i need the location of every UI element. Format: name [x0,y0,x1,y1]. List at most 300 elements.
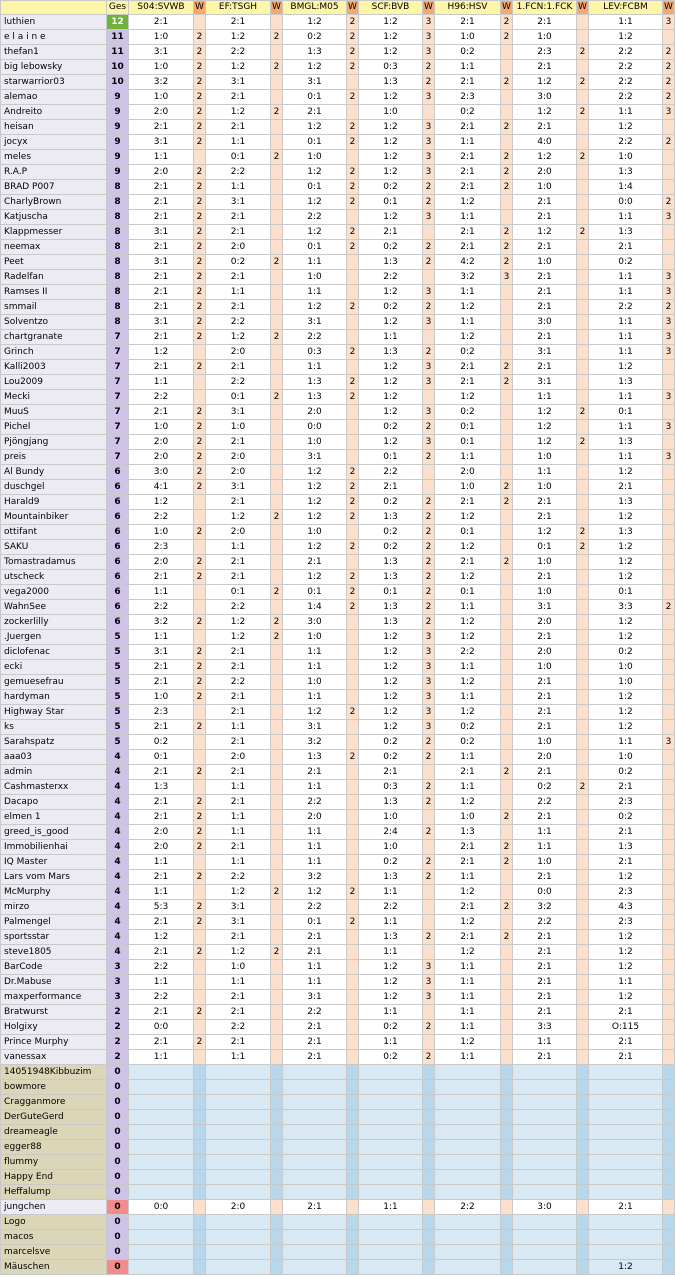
tip-cell: 1:1 [206,825,271,840]
table-row [1,795,675,810]
points-cell: 3 [423,360,435,375]
table-row [1,1230,675,1245]
table-row [1,60,675,75]
points-cell [663,720,675,735]
points-cell: 2 [194,555,206,570]
tip-cell: 0:2 [359,540,423,555]
points-cell [663,1110,675,1125]
player-name[interactable]: Dacapo [1,795,107,810]
points-cell [501,735,513,750]
player-name[interactable]: Prince Murphy [1,1035,107,1050]
header-w-3: W [347,1,359,15]
tip-cell: 1:2 [359,435,423,450]
tip-cell: 2:1 [283,765,347,780]
player-name[interactable]: hardyman [1,690,107,705]
tip-cell [129,1080,194,1095]
tip-cell [359,1155,423,1170]
player-name[interactable]: big lebowsky [1,60,107,75]
player-name[interactable]: Mäuschen [1,1260,107,1275]
total-points: 6 [107,555,129,570]
points-cell: 2 [663,75,675,90]
points-cell [501,945,513,960]
tip-cell: 2:1 [129,360,194,375]
player-name[interactable]: macos [1,1230,107,1245]
player-name[interactable]: IQ Master [1,855,107,870]
points-cell [271,765,283,780]
table-row [1,150,675,165]
player-name[interactable]: marcelsve [1,1245,107,1260]
points-cell: 3 [423,150,435,165]
tip-cell: 2:1 [513,675,577,690]
total-points: 5 [107,675,129,690]
points-cell: 3 [663,315,675,330]
points-cell: 2 [347,375,359,390]
points-cell [577,210,589,225]
table-row [1,300,675,315]
player-name[interactable]: Solventzo [1,315,107,330]
player-name[interactable]: DerGuteGerd [1,1110,107,1125]
tip-cell: 2:1 [513,975,577,990]
points-cell: 2 [194,210,206,225]
player-name[interactable]: Highway Star [1,705,107,720]
player-name[interactable]: SAKU [1,540,107,555]
tip-cell: 1:3 [359,255,423,270]
total-points: 5 [107,660,129,675]
points-cell [347,405,359,420]
points-cell [501,1095,513,1110]
points-cell [271,825,283,840]
player-name[interactable]: utscheck [1,570,107,585]
points-cell [663,1005,675,1020]
tip-cell [589,1185,663,1200]
tip-cell: 1:3 [359,555,423,570]
tip-cell: 0:1 [435,585,501,600]
player-name[interactable]: admin [1,765,107,780]
points-cell: 2 [271,615,283,630]
points-cell [194,540,206,555]
points-cell [663,1260,675,1275]
points-cell [347,615,359,630]
tip-cell [283,1155,347,1170]
points-cell: 2 [423,1050,435,1065]
points-cell [271,990,283,1005]
tip-cell: 1:1 [435,660,501,675]
player-name[interactable]: Happy End [1,1170,107,1185]
points-cell [194,750,206,765]
points-cell: 2 [194,840,206,855]
tip-cell: 1:1 [589,210,663,225]
tip-cell [206,1140,271,1155]
points-cell [577,360,589,375]
player-name[interactable]: ecki [1,660,107,675]
table-row [1,90,675,105]
tip-cell: 2:2 [129,990,194,1005]
points-cell: 2 [423,180,435,195]
player-name[interactable]: Lars vom Mars [1,870,107,885]
tip-cell [283,1230,347,1245]
player-name[interactable]: greed_is_good [1,825,107,840]
points-cell [271,405,283,420]
points-cell [501,915,513,930]
tip-cell: 1:0 [359,840,423,855]
tip-cell: 2:2 [283,900,347,915]
tip-cell: 1:2 [206,60,271,75]
tip-cell: 2:1 [283,1035,347,1050]
total-points: 3 [107,990,129,1005]
player-name[interactable]: maxperformance [1,990,107,1005]
player-name[interactable]: McMurphy [1,885,107,900]
player-name[interactable]: gemuesefrau [1,675,107,690]
points-cell: 3 [423,210,435,225]
points-cell [577,1035,589,1050]
tip-cell: 2:1 [129,765,194,780]
points-cell [271,135,283,150]
player-name[interactable]: bowmore [1,1080,107,1095]
tip-cell: 2:1 [589,1200,663,1215]
player-name[interactable]: ks [1,720,107,735]
tip-cell: 3:1 [513,345,577,360]
points-cell [663,465,675,480]
table-row [1,225,675,240]
points-cell: 2 [501,150,513,165]
player-name[interactable]: BRAD P007 [1,180,107,195]
player-name[interactable]: BarCode [1,960,107,975]
tip-cell [283,1215,347,1230]
tip-cell: 2:0 [206,1200,271,1215]
points-cell [663,570,675,585]
total-points: 8 [107,180,129,195]
player-name[interactable]: CharlyBrown [1,195,107,210]
tip-cell [513,1170,577,1185]
tip-cell: 1:2 [589,30,663,45]
points-cell [577,1050,589,1065]
tip-cell: 0:3 [359,780,423,795]
points-cell [423,1095,435,1110]
points-cell [271,840,283,855]
tip-cell: 2:1 [513,270,577,285]
tip-cell: 1:2 [359,630,423,645]
points-cell [663,360,675,375]
total-points: 9 [107,90,129,105]
player-name[interactable]: .Juergen [1,630,107,645]
tip-cell: 1:0 [513,180,577,195]
tip-cell: 2:1 [206,435,271,450]
points-cell: 3 [423,285,435,300]
points-cell [194,1185,206,1200]
points-cell [194,495,206,510]
points-cell [271,570,283,585]
player-name[interactable]: meles [1,150,107,165]
player-name[interactable]: neemax [1,240,107,255]
player-name[interactable]: Radelfan [1,270,107,285]
tip-cell [129,1140,194,1155]
tip-cell: 1:1 [589,270,663,285]
player-name[interactable]: Mecki [1,390,107,405]
total-points: 0 [107,1155,129,1170]
player-name[interactable]: Pichel [1,420,107,435]
player-name[interactable]: vega2000 [1,585,107,600]
tip-cell: 1:2 [206,945,271,960]
tip-cell: 1:1 [359,1200,423,1215]
points-cell [347,1095,359,1110]
points-cell [347,960,359,975]
tip-cell: 0:1 [129,750,194,765]
tip-cell: 4:3 [589,900,663,915]
tip-cell [129,1260,194,1275]
player-name[interactable]: flummy [1,1155,107,1170]
points-cell [271,870,283,885]
points-cell [347,1005,359,1020]
player-name[interactable]: Katjuscha [1,210,107,225]
table-row [1,1170,675,1185]
player-name[interactable]: Kalli2003 [1,360,107,375]
points-cell [663,645,675,660]
player-name[interactable]: aaa03 [1,750,107,765]
points-cell: 2 [347,510,359,525]
points-cell: 2 [194,675,206,690]
tip-cell: 1:2 [435,510,501,525]
table-row [1,315,675,330]
points-cell [501,45,513,60]
tip-cell: 3:1 [513,600,577,615]
points-cell [577,1110,589,1125]
points-cell [663,1245,675,1260]
total-points: 0 [107,1125,129,1140]
points-cell [194,15,206,30]
player-name[interactable]: starwarrior03 [1,75,107,90]
tip-cell [206,1185,271,1200]
tip-cell: 2:3 [589,795,663,810]
tip-cell [435,1065,501,1080]
table-row [1,915,675,930]
tip-cell: 1:3 [359,345,423,360]
tip-cell: 2:1 [513,1050,577,1065]
player-name[interactable]: luthien [1,15,107,30]
tip-cell: 2:1 [206,930,271,945]
player-name[interactable]: zockerlilly [1,615,107,630]
points-cell: 3 [663,15,675,30]
tip-cell: O:115 [589,1020,663,1035]
tip-cell: 0:2 [359,735,423,750]
points-cell: 2 [347,135,359,150]
points-cell [501,675,513,690]
tip-cell [589,1080,663,1095]
points-cell [347,840,359,855]
total-points: 4 [107,855,129,870]
player-name[interactable]: steve1805 [1,945,107,960]
tip-cell: 2:2 [206,375,271,390]
tip-cell: 0:2 [359,300,423,315]
player-name[interactable]: Andreito [1,105,107,120]
tip-cell: 2:1 [589,825,663,840]
table-row [1,855,675,870]
player-name[interactable]: Sarahspatz [1,735,107,750]
player-name[interactable]: Bratwurst [1,1005,107,1020]
points-cell [577,15,589,30]
player-name[interactable]: R.A.P [1,165,107,180]
player-name[interactable]: jocyx [1,135,107,150]
points-cell [501,285,513,300]
tip-cell [206,1095,271,1110]
tip-cell: 0:2 [359,525,423,540]
tip-cell: 2:0 [435,465,501,480]
points-cell [577,375,589,390]
player-name[interactable]: Cragganmore [1,1095,107,1110]
player-name[interactable]: e l a i n e [1,30,107,45]
tip-cell: 1:2 [283,15,347,30]
tip-cell: 3:1 [129,645,194,660]
tip-cell: 1:0 [283,675,347,690]
tip-cell: 2:1 [283,945,347,960]
table-row [1,510,675,525]
player-name[interactable]: Klappmesser [1,225,107,240]
player-name[interactable]: Cashmasterxx [1,780,107,795]
tip-cell: 1:1 [435,315,501,330]
player-name[interactable]: 14051948Kibbuzim [1,1065,107,1080]
player-name[interactable]: mirzo [1,900,107,915]
points-cell: 3 [663,105,675,120]
player-name[interactable]: MuuS [1,405,107,420]
points-cell [501,315,513,330]
player-name[interactable]: heisan [1,120,107,135]
points-cell [347,525,359,540]
player-name[interactable]: Tomastradamus [1,555,107,570]
points-cell [663,435,675,450]
total-points: 8 [107,210,129,225]
player-name[interactable]: Dr.Mabuse [1,975,107,990]
points-cell: 2 [194,900,206,915]
player-name[interactable]: thefan1 [1,45,107,60]
points-cell [271,360,283,375]
tip-cell: 0:1 [589,585,663,600]
points-cell: 2 [577,225,589,240]
points-cell: 2 [194,420,206,435]
tip-cell: 1:2 [435,615,501,630]
player-name[interactable]: Pjöngjang [1,435,107,450]
points-cell: 2 [423,240,435,255]
tip-cell: 1:2 [589,990,663,1005]
total-points: 6 [107,525,129,540]
tip-cell: 2:1 [513,720,577,735]
tip-cell: 2:2 [206,45,271,60]
tip-cell: 1:2 [283,480,347,495]
player-name[interactable]: Immobilienhai [1,840,107,855]
points-cell [501,1155,513,1170]
points-cell [271,525,283,540]
points-cell [663,930,675,945]
tip-cell [513,1125,577,1140]
tip-cell [359,1095,423,1110]
tip-cell: 1:1 [435,210,501,225]
points-cell [577,645,589,660]
tip-cell: 1:1 [359,915,423,930]
player-name[interactable]: Lou2009 [1,375,107,390]
tip-cell: 2:1 [206,765,271,780]
player-name[interactable]: Peet [1,255,107,270]
player-name[interactable]: dreameagle [1,1125,107,1140]
tip-cell: 0:2 [283,30,347,45]
player-name[interactable]: egger88 [1,1140,107,1155]
table-row [1,975,675,990]
player-name[interactable]: Harald9 [1,495,107,510]
player-name[interactable]: Al Bundy [1,465,107,480]
tip-cell: 1:1 [206,720,271,735]
player-name[interactable]: WahnSee [1,600,107,615]
player-name[interactable]: ottifant [1,525,107,540]
points-cell [271,90,283,105]
player-name[interactable]: chartgranate [1,330,107,345]
points-cell [577,180,589,195]
total-points: 8 [107,300,129,315]
points-cell [577,720,589,735]
player-name[interactable]: Grinch [1,345,107,360]
player-name[interactable]: smmail [1,300,107,315]
player-name[interactable]: jungchen [1,1200,107,1215]
points-cell [271,375,283,390]
player-name[interactable]: sportsstar [1,930,107,945]
points-cell: 2 [271,330,283,345]
points-cell [271,915,283,930]
tip-cell: 1:1 [359,1035,423,1050]
total-points: 2 [107,1005,129,1020]
points-cell [194,600,206,615]
points-cell [347,255,359,270]
points-cell [347,1125,359,1140]
tip-cell [283,1080,347,1095]
player-name[interactable]: elmen 1 [1,810,107,825]
table-row [1,735,675,750]
points-cell [194,1125,206,1140]
tip-cell: 2:1 [129,570,194,585]
player-name[interactable]: Palmengel [1,915,107,930]
player-name[interactable]: diclofenac [1,645,107,660]
points-cell [194,1230,206,1245]
tip-cell: 1:2 [206,885,271,900]
points-cell: 2 [501,360,513,375]
header-row [1,1,675,15]
tip-cell: 1:2 [359,645,423,660]
player-name[interactable]: Heffalump [1,1185,107,1200]
table-row [1,450,675,465]
player-name[interactable]: Holgixy [1,1020,107,1035]
points-cell: 2 [663,195,675,210]
table-row [1,420,675,435]
player-name[interactable]: alemao [1,90,107,105]
total-points: 4 [107,765,129,780]
points-cell: 2 [423,825,435,840]
tip-cell: 1:2 [206,30,271,45]
points-cell [423,105,435,120]
player-name[interactable]: preis [1,450,107,465]
player-name[interactable]: vanessax [1,1050,107,1065]
player-name[interactable]: Logo [1,1215,107,1230]
table-row [1,885,675,900]
tip-cell: 1:2 [283,705,347,720]
tip-cell: 2:2 [589,60,663,75]
tip-cell: 2:1 [206,660,271,675]
points-cell [501,1110,513,1125]
tip-cell: 1:2 [589,720,663,735]
player-name[interactable]: duschgel [1,480,107,495]
points-cell: 2 [347,15,359,30]
player-name[interactable]: Mountainbiker [1,510,107,525]
points-cell [347,720,359,735]
player-name[interactable]: Ramses II [1,285,107,300]
tip-cell: 2:1 [206,840,271,855]
table-row [1,825,675,840]
table-row [1,1035,675,1050]
header-w-1: W [194,1,206,15]
